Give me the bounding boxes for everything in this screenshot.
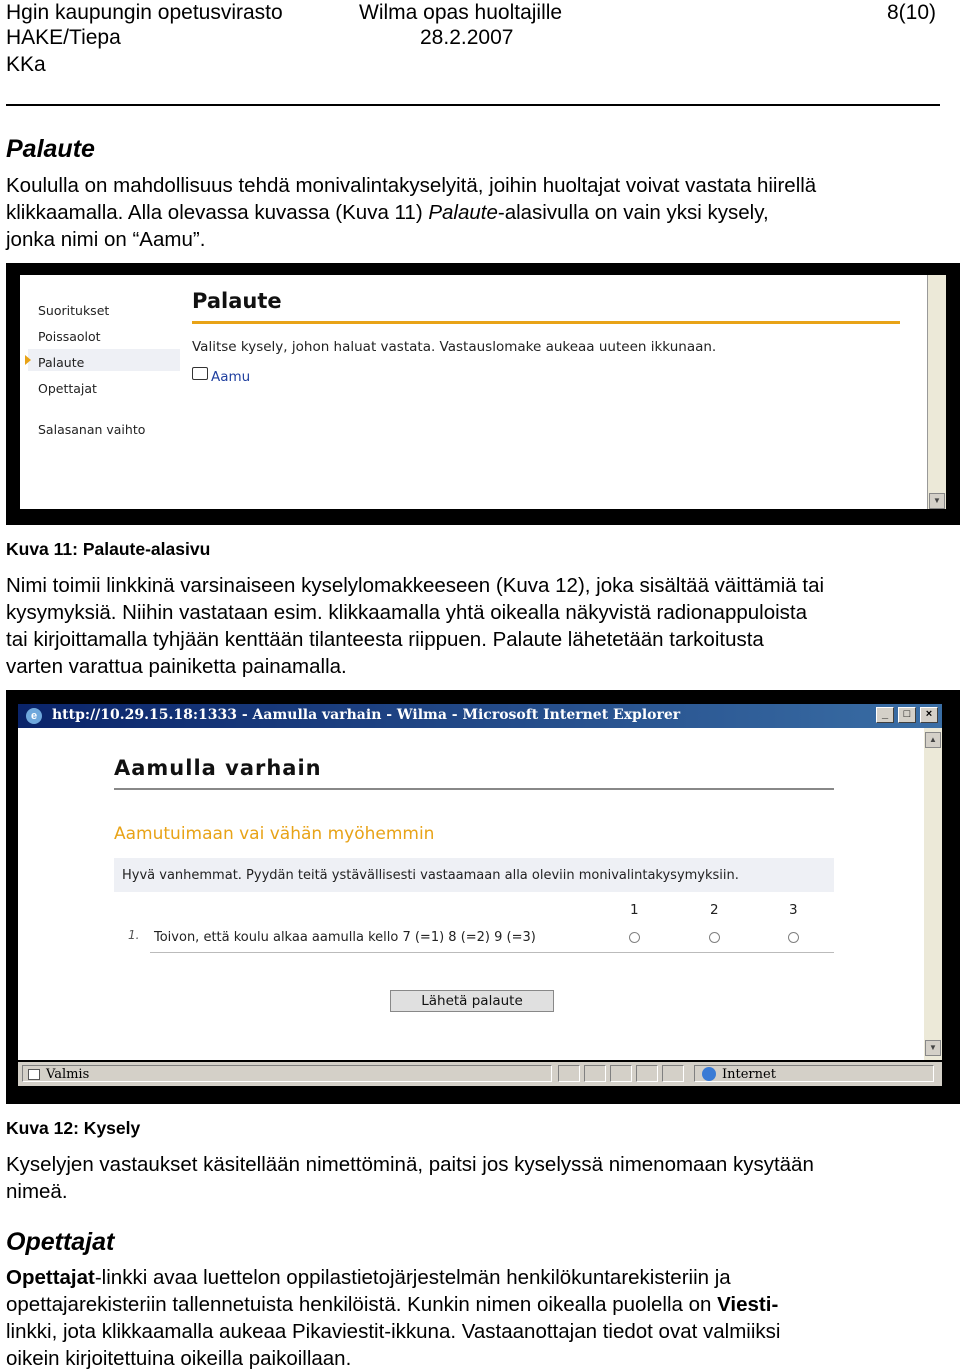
- status-cell: [662, 1065, 684, 1082]
- header-author: KKa: [6, 53, 46, 76]
- paragraph-line: tai kirjoittamalla tyhjään kenttään tilanteesta riippuen. Palaute lähetetään tarkoitusta: [6, 628, 764, 651]
- submit-feedback-button[interactable]: Lähetä palaute: [390, 990, 554, 1012]
- window-titlebar[interactable]: [18, 704, 942, 728]
- question-text: Toivon, että koulu alkaa aamulla kello 7 (=1) 8 (=2) 9 (=3): [154, 930, 536, 945]
- question-divider: [150, 952, 834, 953]
- status-bar: [18, 1062, 942, 1086]
- status-cell: [636, 1065, 658, 1082]
- globe-icon: [702, 1067, 716, 1081]
- header-dept: HAKE/Tiepa: [6, 26, 121, 49]
- radio-option-2[interactable]: [709, 932, 720, 943]
- screenshot-palaute-page: [6, 263, 960, 525]
- survey-page: [18, 728, 924, 1060]
- survey-intro: Hyvä vanhemmat. Pyydän teitä ystävällisesti vastaamaan alla oleviin monivalintakysymyksiin.: [122, 868, 739, 883]
- paragraph-line: kysymyksiä. Niihin vastataan esim. klikkaamalla yhtä oikealla näkyvistä radionappuloista: [6, 601, 808, 624]
- screenshot-survey-window: [6, 690, 960, 1104]
- section-heading-palaute: Palaute: [6, 135, 95, 163]
- paragraph-line: Nimi toimii linkkinä varsinaiseen kyselylomakkeeseen (Kuva 12), joka sisältää väittämiä tai: [6, 574, 825, 597]
- vertical-scrollbar[interactable]: [927, 275, 946, 509]
- intro-line: jonka nimi on “Aamu”.: [6, 228, 206, 251]
- scale-label-2: 2: [710, 902, 719, 918]
- status-text: Valmis: [46, 1067, 90, 1082]
- section-heading-opettajat: Opettajat: [6, 1228, 115, 1256]
- radio-option-3[interactable]: [788, 932, 799, 943]
- vertical-scrollbar[interactable]: [924, 728, 942, 1060]
- header-rule: [6, 104, 940, 106]
- intro-paragraph: [6, 172, 946, 253]
- bold-hyphen: -: [771, 1293, 779, 1316]
- description-paragraph: [6, 572, 946, 680]
- page-icon: [28, 1069, 40, 1080]
- close-icon[interactable]: ×: [920, 707, 938, 723]
- scale-label-1: 1: [630, 902, 639, 918]
- survey-subtitle: Aamutuimaan vai vähän myöhemmin: [114, 824, 435, 844]
- speech-bubble-icon: [192, 367, 208, 380]
- sidebar-item-opettajat[interactable]: Opettajat: [38, 381, 97, 396]
- minimize-icon[interactable]: _: [876, 707, 894, 723]
- survey-link-aamu[interactable]: Aamu: [211, 369, 251, 385]
- survey-title: Aamulla varhain: [114, 756, 322, 780]
- paragraph-line: -linkki avaa luettelon oppilastietojärjestelmän henkilökuntarekisteriin ja: [94, 1266, 731, 1289]
- status-main-cell: [22, 1065, 552, 1082]
- instruction-text: Valitse kysely, johon haluat vastata. Vastauslomake aukeaa uuteen ikkunaan.: [192, 339, 717, 355]
- question-number: 1.: [128, 928, 140, 942]
- status-cell: [558, 1065, 580, 1082]
- header-date: 28.2.2007: [420, 26, 514, 49]
- scroll-down-icon[interactable]: ▼: [925, 1040, 941, 1056]
- paragraph-line: varten varattua painiketta painamalla.: [6, 655, 347, 678]
- title-underline: [192, 321, 900, 324]
- sidebar-item-suoritukset[interactable]: Suoritukset: [38, 303, 110, 318]
- paragraph-line: Kyselyjen vastaukset käsitellään nimettöminä, paitsi jos kyselyssä nimenomaan kysytään: [6, 1153, 814, 1176]
- paragraph-line: linkki, jota klikkaamalla aukeaa Pikaviestit-ikkuna. Vastaanottajan tiedot ovat valmiiksi: [6, 1320, 781, 1343]
- paragraph-line: oikein kirjoitettuina oikeilla paikoillaan.: [6, 1347, 352, 1370]
- sidebar-item-palaute[interactable]: Palaute: [38, 355, 85, 370]
- header-doc-title: Wilma opas huoltajille: [359, 1, 563, 24]
- zone-text: Internet: [722, 1067, 776, 1082]
- sidebar-item-salasanan-vaihto[interactable]: Salasanan vaihto: [38, 422, 146, 437]
- paragraph-line: nimeä.: [6, 1180, 68, 1203]
- radio-option-1[interactable]: [629, 932, 640, 943]
- scale-label-3: 3: [789, 902, 798, 918]
- intro-line: klikkaamalla. Alla olevassa kuvassa (Kuva 11): [6, 201, 429, 224]
- intro-line: Koululla on mahdollisuus tehdä monivalintakyselyitä, joihin huoltajat voivat vastata hiirellä: [6, 174, 817, 197]
- arrow-right-icon: [25, 355, 31, 365]
- bold-term: Opettajat: [6, 1266, 95, 1289]
- figure-caption-12: Kuva 12: Kysely: [6, 1118, 141, 1138]
- figure-caption-11: Kuva 11: Palaute-alasivu: [6, 539, 211, 559]
- intro-line: -alasivulla on vain yksi kysely,: [497, 201, 769, 224]
- status-cell: [610, 1065, 632, 1082]
- scroll-up-icon[interactable]: ▲: [925, 732, 941, 748]
- title-rule: [114, 788, 834, 790]
- window-title: http://10.29.15.18:1333 - Aamulla varhain - Wilma - Microsoft Internet Explorer: [52, 707, 681, 723]
- page-title: Palaute: [192, 289, 282, 313]
- ie-logo-icon: e: [26, 708, 42, 724]
- scroll-down-icon[interactable]: ▼: [929, 493, 945, 509]
- intro-emphasis: Palaute: [428, 201, 498, 224]
- header-org: Hgin kaupungin opetusvirasto: [6, 1, 283, 24]
- maximize-icon[interactable]: □: [898, 707, 916, 723]
- header-page-number: 8(10): [886, 1, 936, 24]
- opettajat-paragraph: [6, 1264, 946, 1372]
- sidebar-item-poissaolot[interactable]: Poissaolot: [38, 329, 101, 344]
- bold-term: Viesti: [717, 1293, 772, 1316]
- paragraph-line: opettajarekisteriin tallennetuista henkilöistä. Kunkin nimen oikealla puolella on: [6, 1293, 718, 1316]
- browser-content: [20, 275, 928, 509]
- status-cell: [584, 1065, 606, 1082]
- anonymity-paragraph: [6, 1151, 946, 1205]
